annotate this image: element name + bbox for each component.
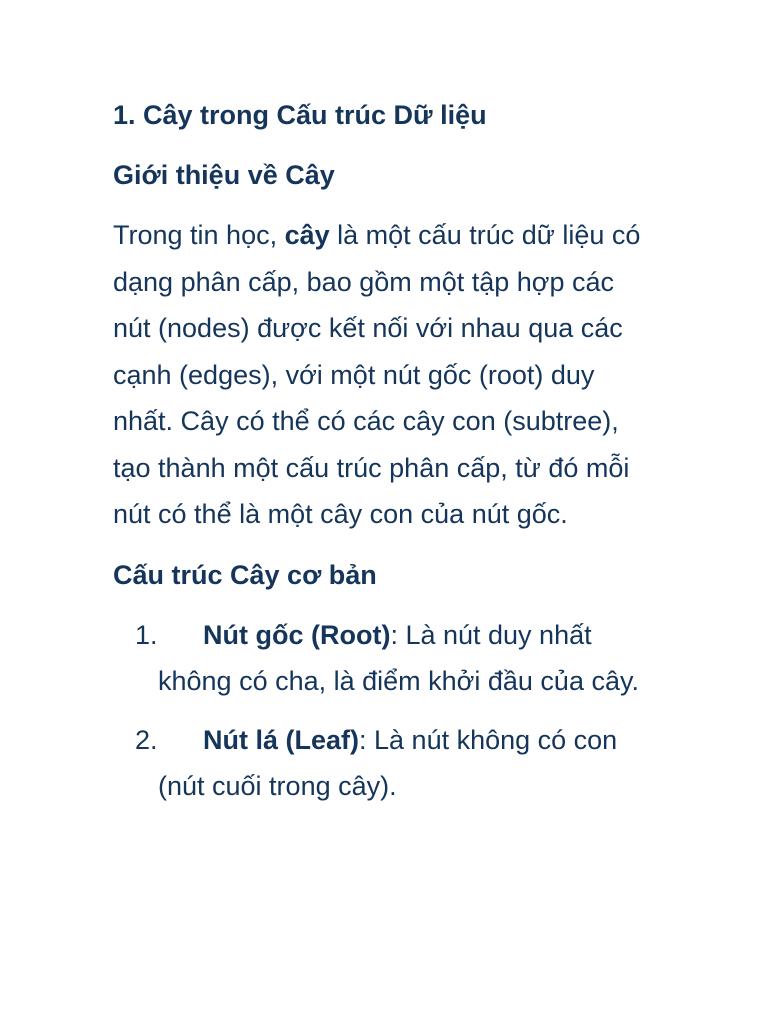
list-item-number: 1. <box>135 619 158 650</box>
structure-list <box>113 612 658 810</box>
structure-heading: Cấu trúc Cây cơ bản <box>113 559 377 590</box>
list-item-description: : Là nút không có con (nút cuối trong cây). <box>158 724 618 801</box>
document-content <box>113 92 658 822</box>
intro-paragraph <box>113 212 658 538</box>
intro-text-start: Trong tin học, <box>113 220 285 250</box>
list-item-term: Nút gốc (Root) <box>203 619 391 650</box>
intro-text-rest: là một cấu trúc dữ liệu có dạng phân cấp, bao gồm một tập hợp các nút (nodes) được kết nối với nhau qua các cạnh (edges), với một nút gốc (root) duy nhất. Cây có thể có các cây con (subtree), tạo thành một cấu trúc phân cấp, từ đó mỗi nút có thể là một cây con của nút gốc. <box>113 220 641 529</box>
list-item-leaf <box>113 717 658 810</box>
list-item-term: Nút lá (Leaf) <box>203 724 360 755</box>
list-item-root <box>113 612 658 705</box>
intro-heading: Giới thiệu về Cây <box>113 160 335 190</box>
list-item-number: 2. <box>135 724 158 755</box>
main-heading: 1. Cây trong Cấu trúc Dữ liệu <box>113 100 487 130</box>
intro-bold-term: cây <box>284 220 330 250</box>
list-item-description: : Là nút duy nhất không có cha, là điểm khởi đầu của cây. <box>158 619 639 696</box>
